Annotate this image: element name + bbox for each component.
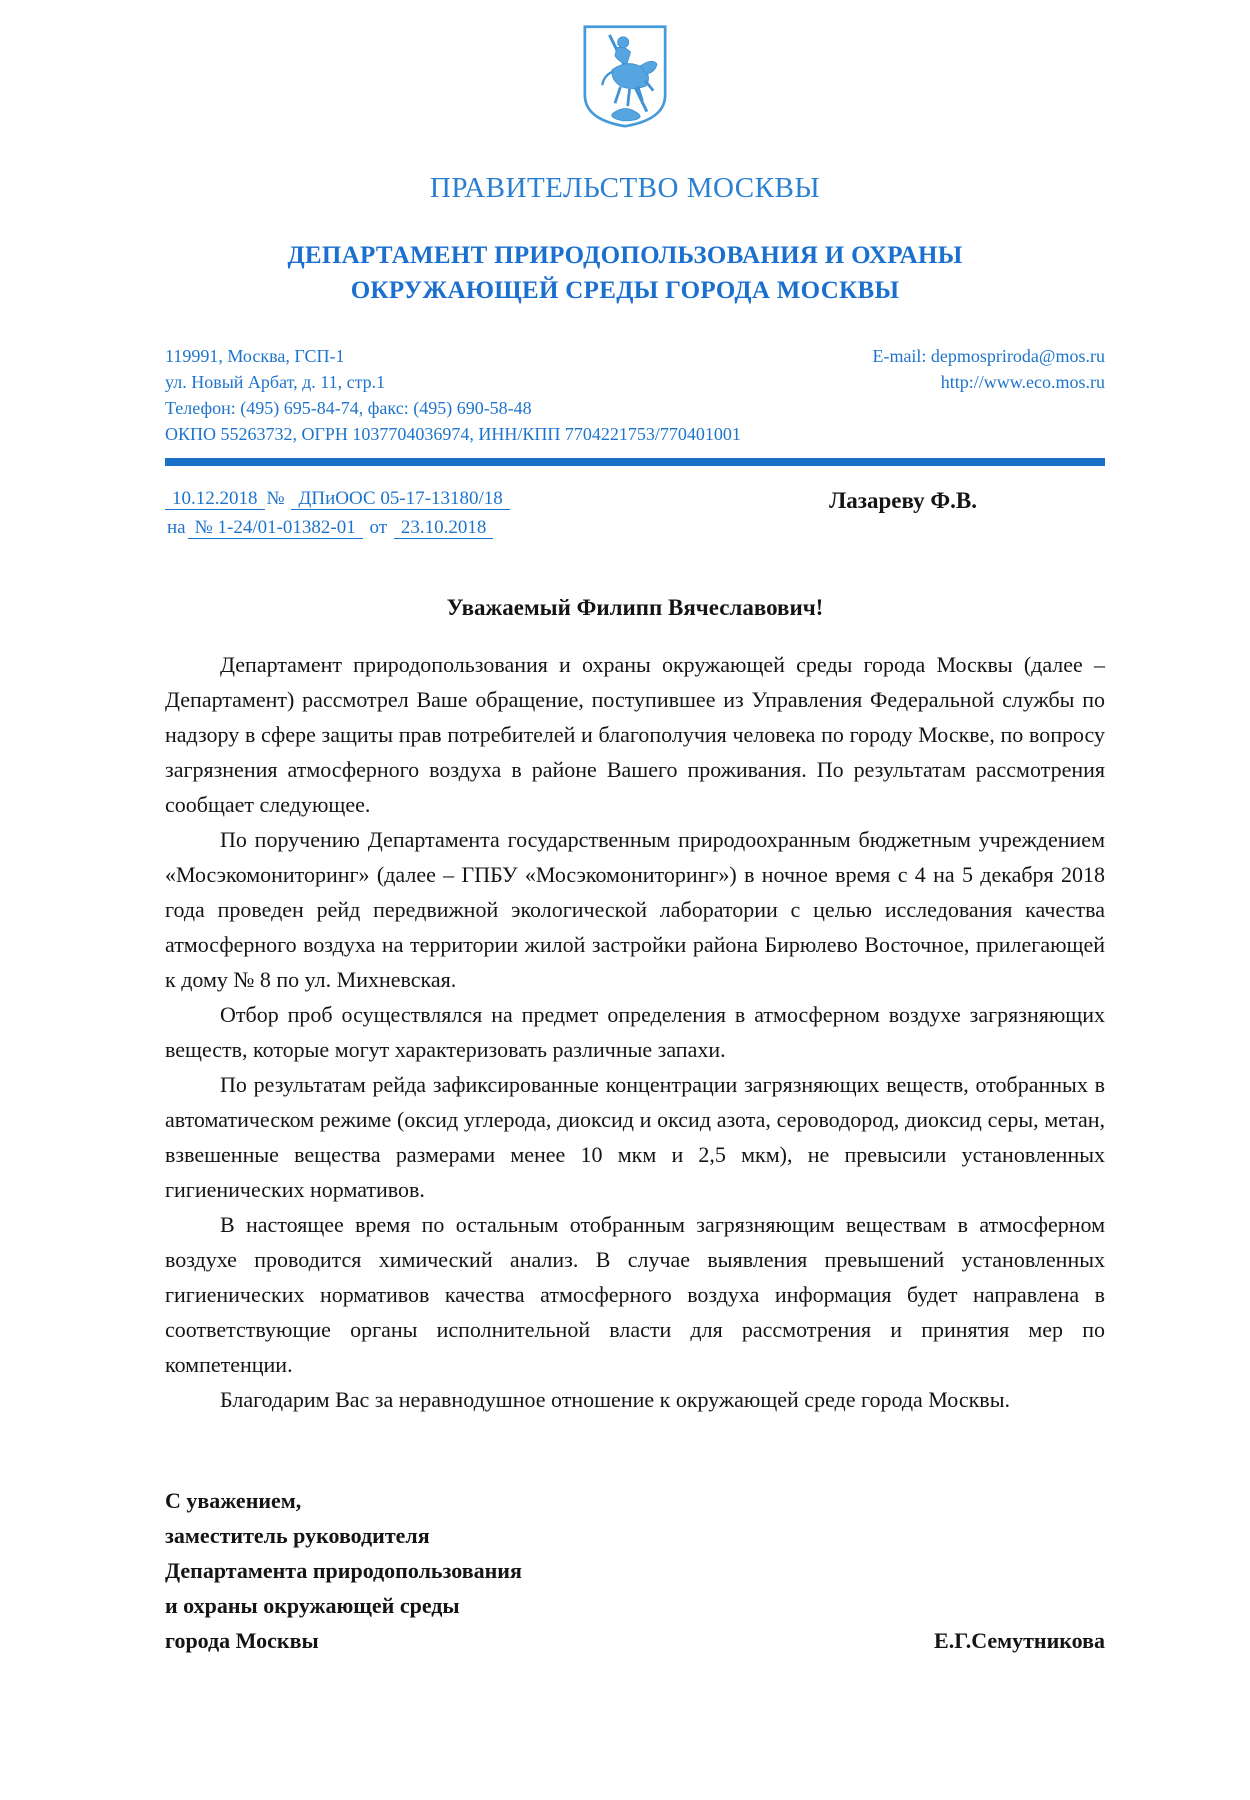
letter-body [165, 647, 1105, 1417]
body-paragraph: В настоящее время по остальным отобранным загрязняющим веществам в атмосферном воздухе проводится химический анализ. В случае выявления превышений установленных гигиенических нормативов качества атмосферного воздуха информация будет направлена в соответствующие органы исполнительной власти для рассмотрения и принятия мер по компетенции. [165, 1211, 1105, 1377]
signature-title-lines [165, 1483, 522, 1658]
contact-block [165, 344, 1105, 448]
number-sign: № [266, 487, 285, 509]
signature-line: С уважением, [165, 1487, 302, 1513]
phone-line: Телефон: (495) 695-84-74, факс: (495) 690-58-48 [165, 397, 532, 418]
coat-of-arms [0, 0, 1250, 128]
web-contact-block [872, 344, 1105, 448]
from-label: от [369, 517, 388, 539]
signature-line: и охраны окружающей среды [165, 1592, 460, 1618]
reply-prefix: на [167, 517, 186, 539]
incoming-date: 23.10.2018 [394, 517, 494, 539]
signature-line: города Москвы [165, 1627, 319, 1653]
signer-name: Е.Г.Семутникова [934, 1627, 1105, 1653]
body-paragraph: По поручению Департамента государственным природоохранным бюджетным учреждением «Мосэкомониторинг» (далее – ГПБУ «Мосэкомониторинг») в ночное время с 4 на 5 декабря 2018 года проведен рейд передвижной экологической лаборатории с целью исследования качества атмосферного воздуха на территории жилой застройки района Бирюлево Восточное, прилегающей к дому № 8 по ул. Михневская. [165, 826, 1105, 992]
outgoing-date: 10.12.2018 [165, 488, 265, 510]
government-title: ПРАВИТЕЛЬСТВО МОСКВЫ [429, 172, 821, 204]
signature-line: Департамента природопользования [165, 1557, 522, 1583]
postal-address-block [165, 344, 741, 448]
body-paragraph: По результатам рейда зафиксированные концентрации загрязняющих веществ, отобранных в автоматическом режиме (оксид углерода, диоксид и оксид азота, сероводород, диоксид серы, метан, взвешенные вещества размерами менее 10 мкм и 2,5 мкм), не превысили установленных гигиенических нормативов. [165, 1071, 1105, 1202]
outgoing-reference-line [165, 484, 510, 513]
department-name-line2: ОКРУЖАЮЩЕЙ СРЕДЫ ГОРОДА МОСКВЫ [350, 276, 900, 304]
outgoing-number: ДПиООС 05-17-13180/18 [291, 488, 509, 510]
body-paragraph: Благодарим Вас за неравнодушное отношение к окружающей среде города Москвы. [220, 1386, 1010, 1412]
letterhead-divider-rule [165, 458, 1105, 466]
incoming-reference-line [165, 513, 510, 542]
moscow-coat-of-arms-icon [579, 24, 671, 128]
signature-line: заместитель руководителя [165, 1522, 430, 1548]
department-name [0, 239, 1250, 308]
reference-numbers [165, 484, 510, 543]
body-paragraph: Отбор проб осуществлялся на предмет определения в атмосферном воздухе загрязняющих веществ, которые могут характеризовать различные запахи. [165, 1001, 1105, 1062]
reference-row [165, 484, 1105, 543]
signature-block [165, 1483, 1105, 1658]
addressee-name: Лазареву Ф.В. [829, 487, 977, 513]
address-line2: ул. Новый Арбат, д. 11, стр.1 [165, 371, 386, 392]
registration-line: ОКПО 55263732, ОГРН 1037704036974, ИНН/КПП 7704221753/770401001 [165, 423, 741, 444]
address-line1: 119991, Москва, ГСП-1 [165, 346, 345, 366]
incoming-number: № 1-24/01-01382-01 [188, 517, 363, 539]
website-text: http://www.eco.mos.ru [940, 371, 1105, 392]
email-text: E-mail: depmospriroda@mos.ru [872, 346, 1105, 366]
department-name-line1: ДЕПАРТАМЕНТ ПРИРОДОПОЛЬЗОВАНИЯ И ОХРАНЫ [287, 242, 963, 269]
salutation-line: Уважаемый Филипп Вячеславович! [446, 594, 824, 620]
body-paragraph: Департамент природопользования и охраны окружающей среды города Москвы (далее – Департамент) рассмотрел Ваше обращение, поступившее из Управления Федеральной службы по надзору в сфере защиты прав потребителей и благополучия человека по городу Москве, по вопросу загрязнения атмосферного воздуха в районе Вашего проживания. По результатам рассмотрения сообщает следующее. [165, 651, 1105, 817]
